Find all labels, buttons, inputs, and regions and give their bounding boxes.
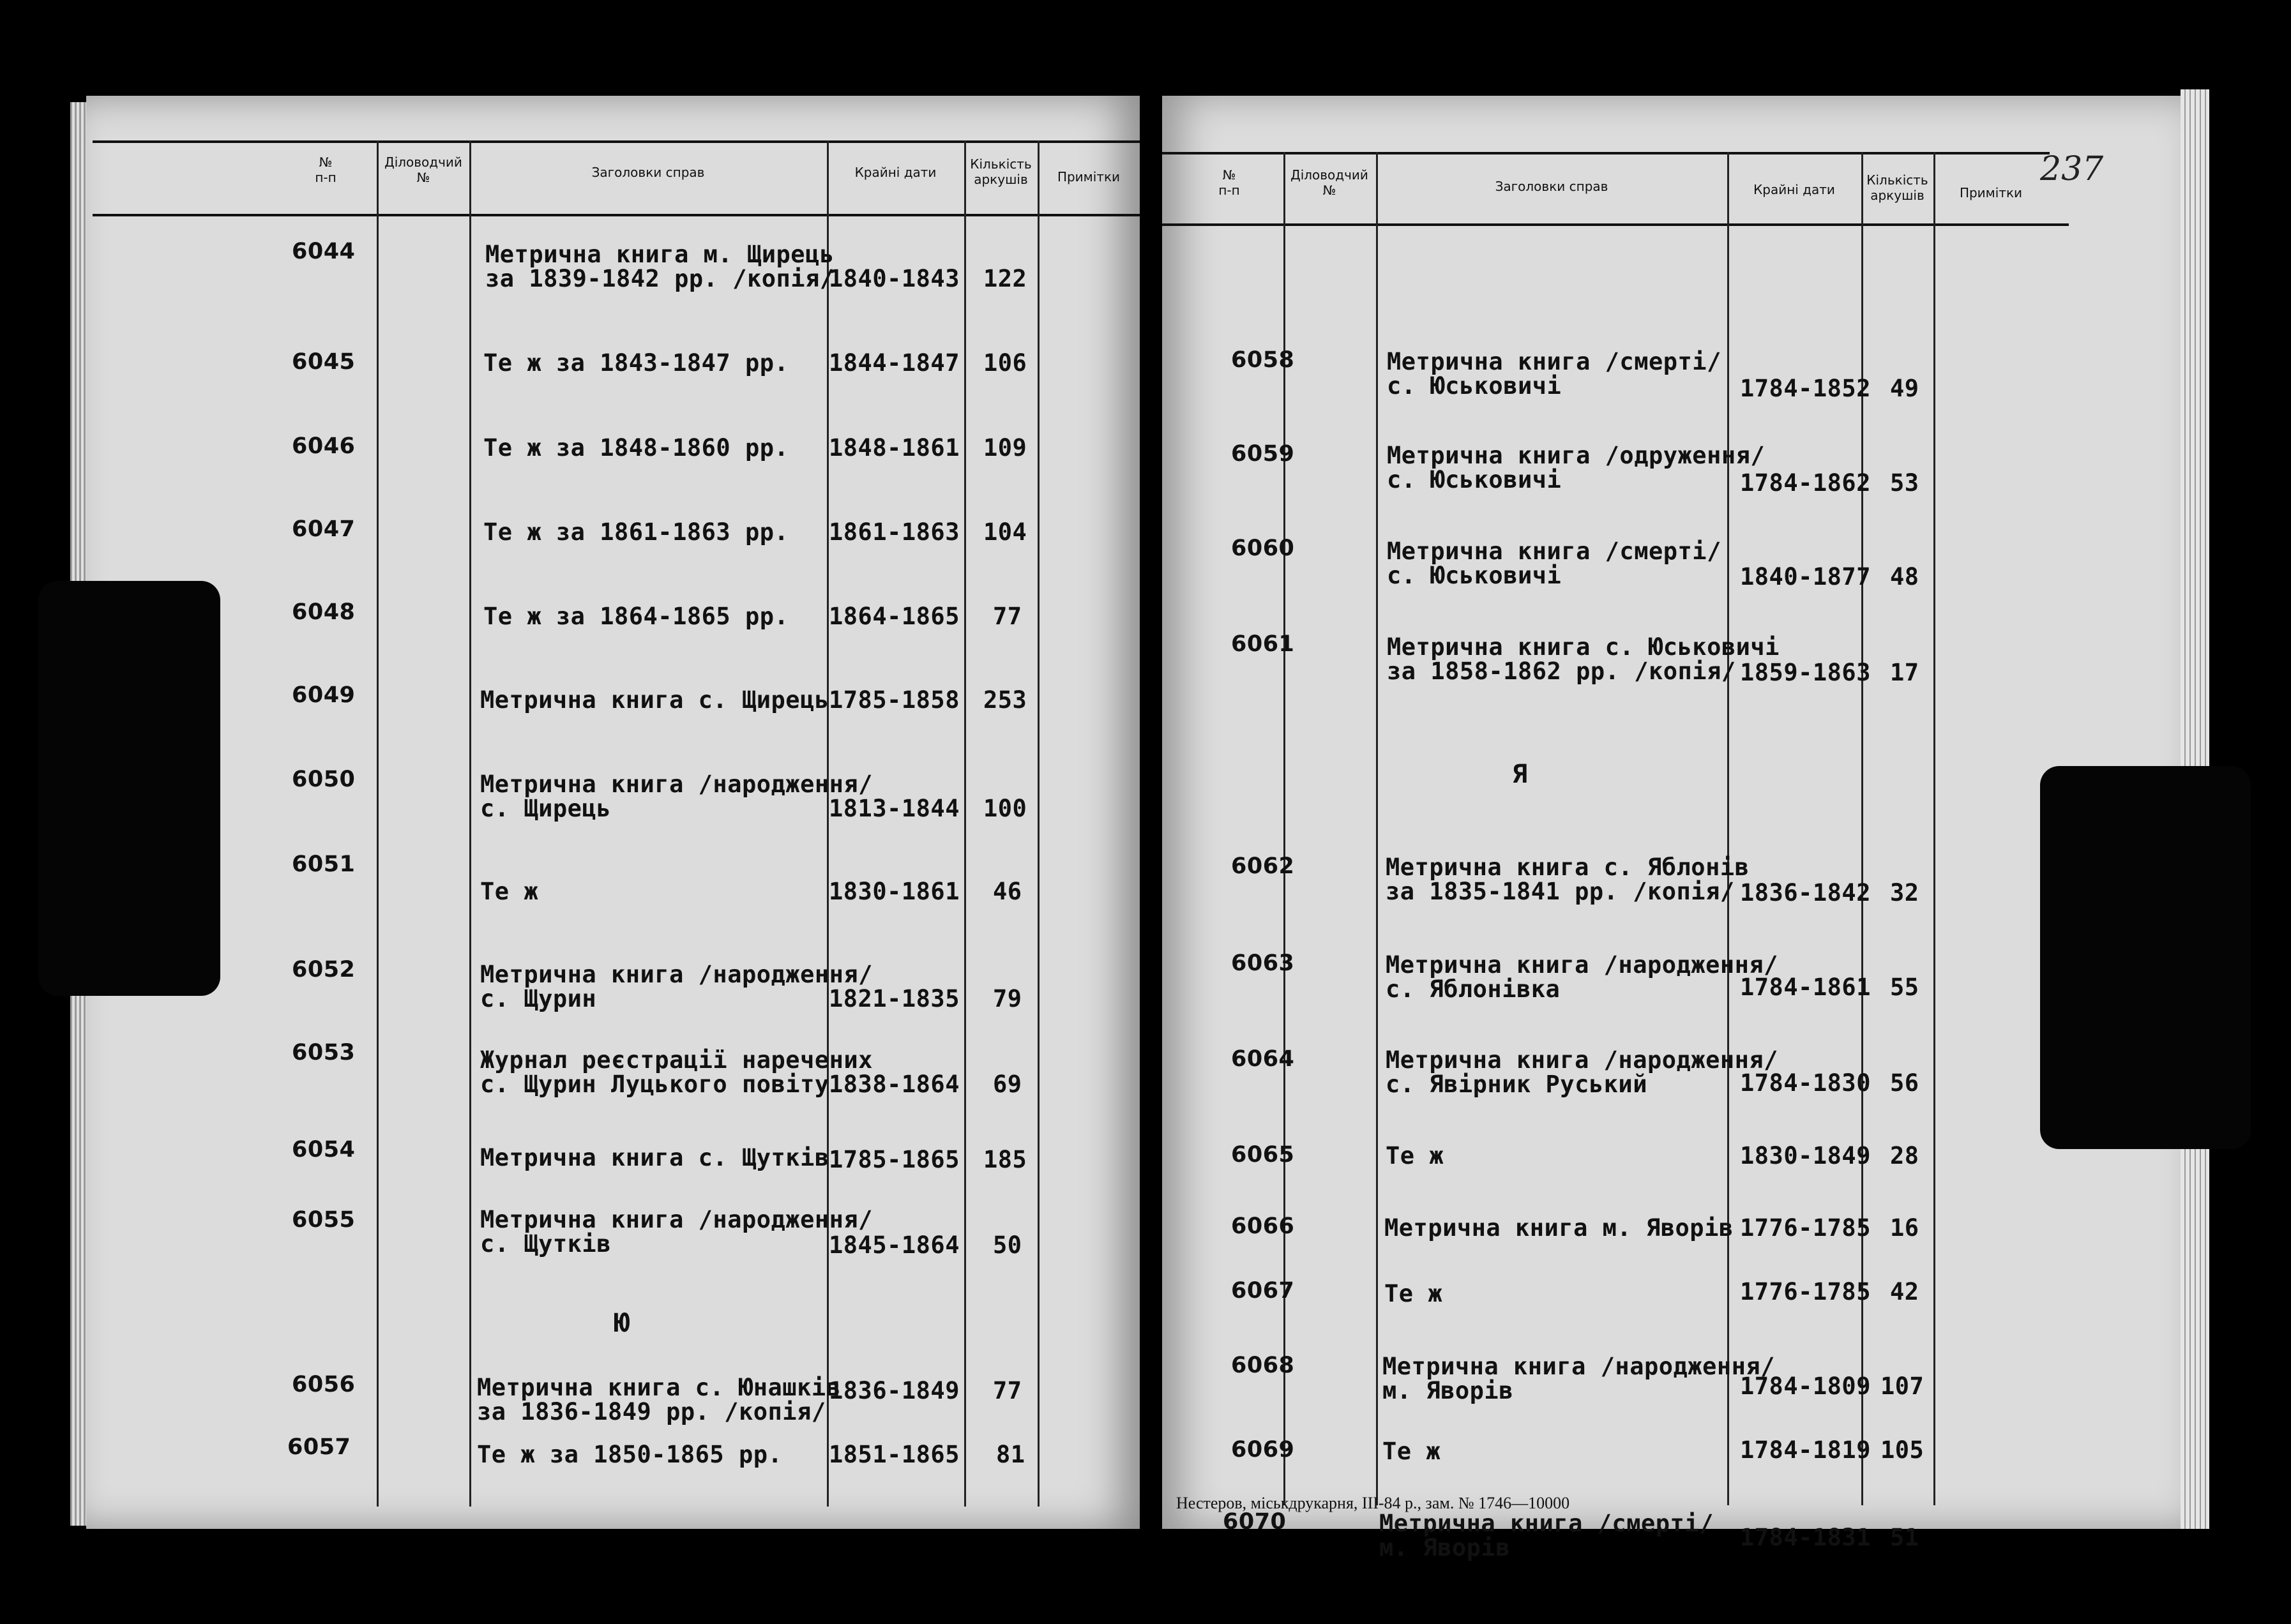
header-dates: Крайні дати: [1753, 182, 1835, 197]
row-dates: 1851-1865: [829, 1441, 960, 1468]
row-dates: 1836-1842: [1740, 879, 1871, 906]
row-title: Метрична книга с. Щутків: [480, 1144, 829, 1171]
row-num: 6062: [1231, 853, 1295, 879]
row-sheets: 49: [1890, 375, 1919, 402]
row-sheets: 55: [1890, 974, 1919, 1001]
header-clerk: Діловодчий №: [1290, 167, 1368, 198]
row-title: Метрична книга /народження/ с. Щурин: [480, 961, 873, 1012]
header-title: Заголовки справ: [1495, 179, 1608, 194]
row-dates: 1784-1819: [1740, 1436, 1871, 1464]
header-title: Заголовки справ: [591, 165, 705, 180]
row-sheets: 17: [1890, 659, 1919, 686]
row-sheets: 50: [993, 1231, 1022, 1259]
row-num: 6070: [1223, 1509, 1287, 1535]
row-dates: 1845-1864: [829, 1231, 960, 1259]
row-title: Метрична книга /народження/ с. Яблонівка: [1386, 951, 1778, 1003]
row-dates: 1840-1877: [1740, 563, 1871, 590]
row-sheets: 28: [1890, 1142, 1919, 1169]
row-title: Метрична книга /смерті/ с. Юськовичі: [1387, 538, 1721, 589]
section-letter: Я: [1512, 760, 1528, 789]
row-num: 6047: [292, 516, 356, 542]
header-num: № п-п: [1218, 167, 1240, 198]
row-sheets: 105: [1880, 1436, 1924, 1464]
header-num: № п-п: [315, 154, 336, 185]
header-top-rule: [93, 140, 1140, 143]
row-sheets: 104: [983, 518, 1027, 546]
row-dates: 1859-1863: [1740, 659, 1871, 686]
row-dates: 1776-1785: [1740, 1278, 1871, 1305]
row-num: 6053: [292, 1040, 356, 1065]
row-num: 6066: [1231, 1214, 1295, 1239]
row-dates: 1830-1849: [1740, 1142, 1871, 1169]
section-letter: Ю: [614, 1309, 630, 1338]
row-title: Те ж: [1386, 1142, 1444, 1169]
row-dates: 1785-1858: [829, 686, 960, 714]
col-divider: [377, 140, 379, 1507]
col-divider: [964, 140, 966, 1507]
row-num: 6046: [292, 433, 356, 459]
header-top-rule: [1162, 152, 2050, 154]
row-sheets: 107: [1880, 1372, 1924, 1400]
row-title: Метрична книга /народження/ с. Щутків: [480, 1206, 873, 1258]
row-num: 6061: [1231, 631, 1295, 657]
header-dates: Крайні дати: [854, 165, 937, 180]
row-dates: 1861-1863: [829, 518, 960, 546]
row-sheets: 56: [1890, 1069, 1919, 1097]
header-sheets: Кількість аркушів: [970, 156, 1032, 187]
row-sheets: 253: [983, 686, 1027, 714]
row-sheets: 46: [993, 878, 1022, 905]
row-num: 6050: [292, 767, 356, 792]
col-divider: [1933, 152, 1935, 1505]
row-sheets: 81: [996, 1441, 1025, 1468]
row-sheets: 16: [1890, 1214, 1919, 1242]
row-sheets: 77: [993, 603, 1022, 630]
binder-clip-right: [2040, 766, 2251, 1149]
col-divider: [1038, 140, 1040, 1507]
row-num: 6064: [1231, 1046, 1295, 1072]
row-dates: 1784-1861: [1740, 974, 1871, 1001]
row-title: Те ж: [1384, 1280, 1443, 1307]
row-dates: 1864-1865: [829, 603, 960, 630]
row-sheets: 48: [1890, 563, 1919, 590]
row-dates: 1784-1830: [1740, 1069, 1871, 1097]
row-num: 6054: [292, 1137, 356, 1162]
row-dates: 1830-1861: [829, 878, 960, 905]
row-title: Метрична книга с. Юнашків за 1836-1849 рр. /копія/: [477, 1374, 841, 1425]
row-dates: 1836-1849: [829, 1377, 960, 1404]
row-num: 6048: [292, 599, 356, 625]
right-page: [1162, 96, 2181, 1561]
row-title: Те ж за 1861-1863 рр.: [483, 518, 789, 546]
row-dates: 1844-1847: [829, 349, 960, 377]
row-title: Метрична книга с. Яблонів за 1835-1841 рр. /копія/: [1386, 853, 1750, 905]
row-dates: 1784-1852: [1740, 375, 1871, 402]
row-sheets: 106: [983, 349, 1027, 377]
row-title: Метрична книга м. Яворів: [1384, 1214, 1734, 1242]
header-bottom-rule: [93, 214, 1140, 216]
row-num: 6068: [1231, 1353, 1295, 1378]
row-title: Метрична книга /народження/ с. Явірник Руський: [1386, 1046, 1778, 1098]
row-title: Метрична книга /одруження/ с. Юськовичі: [1387, 442, 1766, 493]
header-notes: Примітки: [1057, 169, 1121, 184]
row-title: Метрична книга с. Щирець: [480, 686, 829, 714]
row-num: 6049: [292, 682, 356, 708]
row-sheets: 69: [993, 1071, 1022, 1098]
row-title: Те ж: [1382, 1438, 1441, 1465]
row-dates: 1840-1843: [829, 265, 960, 292]
row-num: 6063: [1231, 951, 1295, 976]
row-dates: 1848-1861: [829, 434, 960, 462]
col-divider: [827, 140, 829, 1507]
printer-imprint: Нестеров, міськдрукарня, ІІІ-84 р., зам. № 1746—10000: [1176, 1494, 1570, 1512]
row-title: Метрична книга /смерті/ м. Яворів: [1379, 1510, 1714, 1561]
col-divider: [1727, 152, 1729, 1505]
row-dates: 1838-1864: [829, 1071, 960, 1098]
row-sheets: 32: [1890, 879, 1919, 906]
row-title: Метрична книга с. Юськовичі за 1858-1862 рр. /копія/: [1387, 633, 1780, 685]
row-dates: 1776-1785: [1740, 1214, 1871, 1242]
page-number: 237: [2040, 150, 2104, 188]
header-bottom-rule: [1162, 223, 2069, 226]
row-dates: 1784-1862: [1740, 469, 1871, 497]
row-num: 6059: [1231, 441, 1295, 467]
row-sheets: 185: [983, 1146, 1027, 1173]
row-title: Те ж за 1864-1865 рр.: [483, 603, 789, 630]
col-divider: [1376, 152, 1378, 1505]
row-title: Те ж: [480, 878, 539, 905]
row-num: 6051: [292, 852, 356, 877]
row-dates: 1784-1809: [1740, 1372, 1871, 1400]
row-num: 6058: [1231, 347, 1295, 373]
row-num: 6060: [1231, 536, 1295, 561]
row-title: Метрична книга /смерті/ с. Юськовичі: [1387, 348, 1721, 400]
left-page: [86, 96, 1140, 1529]
row-title: Те ж за 1850-1865 рр.: [477, 1441, 783, 1468]
row-sheets: 51: [1890, 1524, 1919, 1551]
row-sheets: 77: [993, 1377, 1022, 1404]
row-num: 6067: [1231, 1278, 1295, 1304]
row-sheets: 100: [983, 795, 1027, 822]
row-sheets: 79: [993, 985, 1022, 1012]
row-num: 6065: [1231, 1142, 1295, 1168]
row-sheets: 42: [1890, 1278, 1919, 1305]
row-num: 6044: [292, 239, 356, 264]
row-title: Метрична книга /народження/ м. Яворів: [1382, 1353, 1775, 1404]
binder-clip-left: [38, 581, 220, 996]
col-divider: [469, 140, 471, 1507]
row-sheets: 109: [983, 434, 1027, 462]
row-title: Метрична книга /народження/ с. Щирець: [480, 771, 873, 822]
row-num: 6045: [292, 349, 356, 375]
row-dates: 1821-1835: [829, 985, 960, 1012]
row-title: Журнал реєстрації наречених с. Щурин Луцького повіту: [480, 1046, 873, 1098]
row-title: Те ж за 1843-1847 рр.: [483, 349, 789, 377]
header-sheets: Кількість аркушів: [1866, 172, 1928, 203]
row-dates: 1784-1831: [1740, 1524, 1871, 1551]
row-title: Те ж за 1848-1860 рр.: [483, 434, 789, 462]
row-num: 6056: [292, 1372, 356, 1397]
row-dates: 1785-1865: [829, 1146, 960, 1173]
row-sheets: 122: [983, 265, 1027, 292]
row-num: 6055: [292, 1207, 356, 1233]
row-num: 6069: [1231, 1437, 1295, 1462]
row-num: 6057: [287, 1434, 351, 1460]
header-notes: Примітки: [1959, 185, 2023, 200]
row-num: 6052: [292, 957, 356, 982]
row-title: Метрична книга м. Щирець за 1839-1842 рр. /копія/: [485, 241, 835, 292]
row-sheets: 53: [1890, 469, 1919, 497]
header-clerk: Діловодчий №: [384, 154, 462, 185]
row-dates: 1813-1844: [829, 795, 960, 822]
